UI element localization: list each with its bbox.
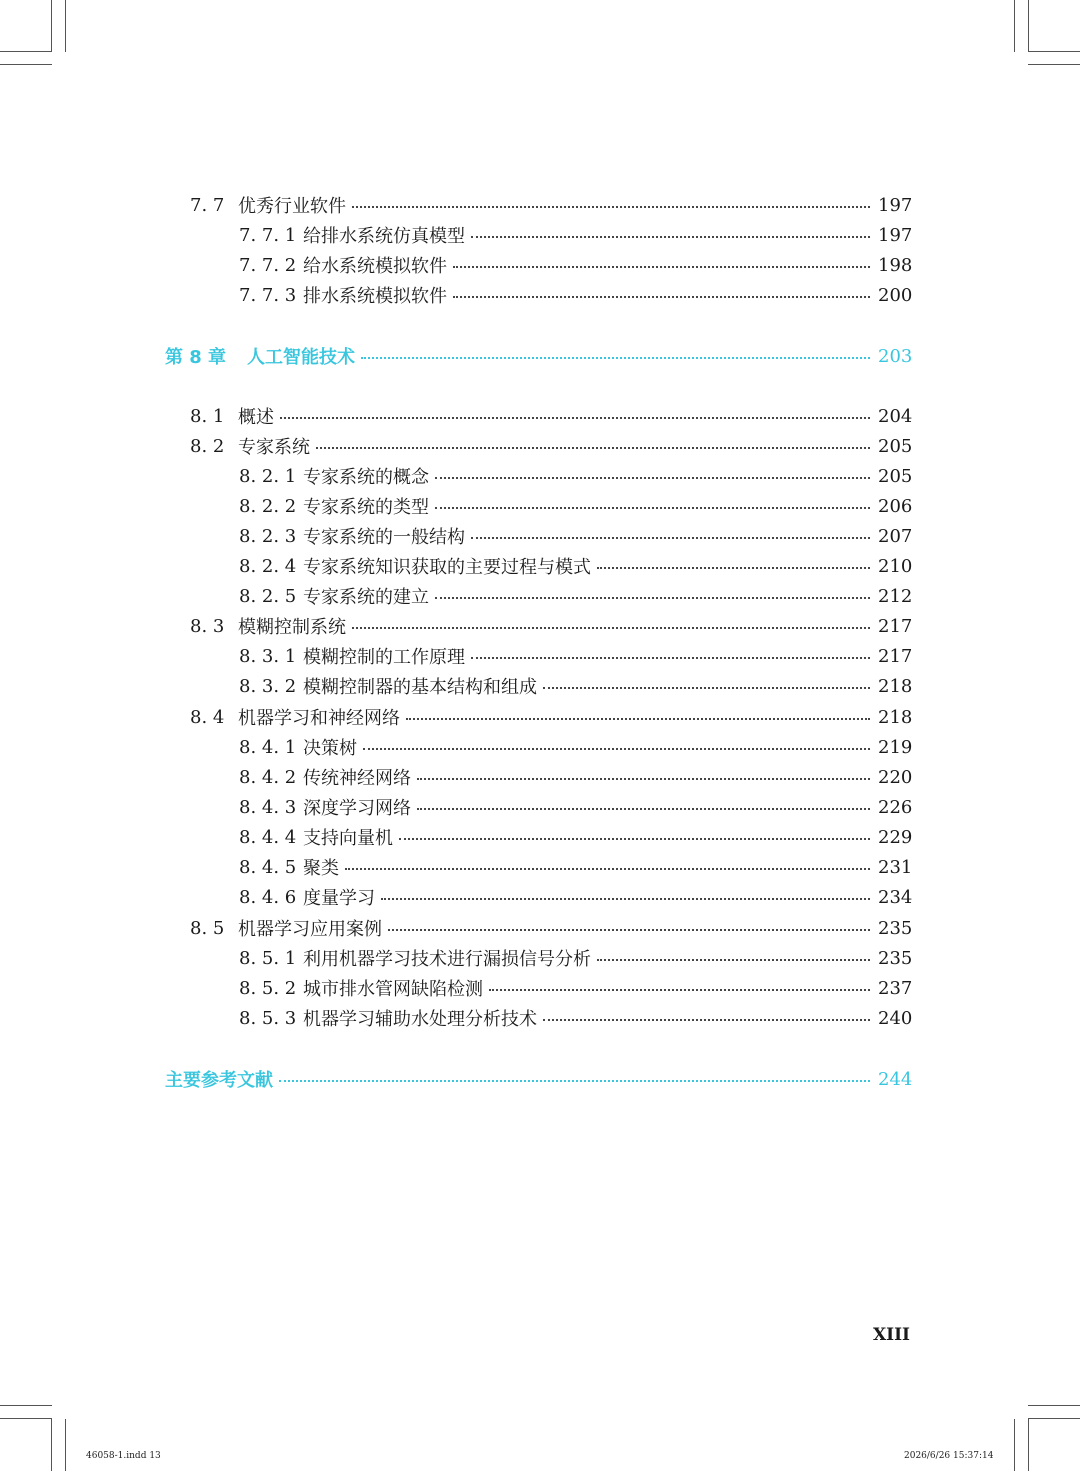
page-folio: XIII	[872, 1325, 910, 1345]
toc-number: 第 8 章	[165, 347, 227, 368]
toc-page-number: 205	[878, 465, 913, 487]
toc-page-number: 218	[878, 675, 913, 697]
toc-page-number: 235	[878, 917, 913, 939]
toc-number: 7. 7. 1	[239, 224, 297, 246]
toc-number: 8. 5. 3	[239, 1007, 297, 1029]
toc-page-number: 217	[878, 615, 913, 637]
toc-page-number: 197	[878, 194, 913, 216]
toc-page-number: 205	[878, 435, 913, 457]
toc-leader-dots	[352, 627, 870, 629]
toc-title: 模糊控制系统	[238, 617, 346, 638]
toc-subsection-row[interactable]	[239, 671, 913, 701]
toc-number: 7. 7. 2	[239, 254, 297, 276]
toc-leader-dots	[316, 447, 870, 449]
toc-leader-dots	[597, 567, 870, 569]
toc-page-number: 235	[878, 947, 913, 969]
toc-subsection-row[interactable]	[239, 882, 913, 912]
toc-leader-dots	[361, 357, 870, 359]
toc-number: 8. 4. 5	[239, 856, 297, 878]
toc-leader-dots	[597, 959, 870, 961]
toc-subsection-row[interactable]	[239, 220, 913, 250]
toc-title: 聚类	[303, 858, 339, 879]
toc-leader-dots	[471, 236, 870, 238]
toc-number: 8. 4. 2	[239, 766, 297, 788]
toc-leader-dots	[352, 206, 870, 208]
toc-page-number: 206	[878, 495, 913, 517]
toc-number: 8. 5. 1	[239, 947, 297, 969]
toc-page-number: 234	[878, 886, 913, 908]
toc-leader-dots	[280, 417, 870, 419]
toc-title: 传统神经网络	[303, 768, 411, 789]
toc-number: 8. 2. 5	[239, 585, 297, 607]
toc-chapter-row[interactable]	[165, 341, 913, 371]
toc-number: 8. 2. 3	[239, 525, 297, 547]
toc-title: 人工智能技术	[247, 347, 355, 368]
toc-leader-dots	[345, 868, 870, 870]
toc-number: 8. 4. 6	[239, 886, 297, 908]
toc-leader-dots	[453, 296, 870, 298]
toc-subsection-row[interactable]	[239, 250, 913, 280]
toc-title: 机器学习辅助水处理分析技术	[303, 1009, 537, 1030]
toc-leader-dots	[453, 266, 870, 268]
toc-title: 城市排水管网缺陷检测	[303, 979, 483, 1000]
toc-title: 利用机器学习技术进行漏损信号分析	[303, 949, 591, 970]
toc-title: 支持向量机	[303, 828, 393, 849]
toc-leader-dots	[543, 687, 870, 689]
toc-page-number: 203	[878, 345, 913, 367]
slug-file-info: 46058-1.indd 13	[86, 1451, 161, 1461]
toc-number: 8. 4. 3	[239, 796, 297, 818]
toc-title: 机器学习和神经网络	[238, 708, 400, 729]
toc-number: 8. 2. 4	[239, 555, 297, 577]
toc-title: 优秀行业软件	[238, 196, 346, 217]
toc-title: 专家系统的类型	[303, 497, 429, 518]
toc-page-number: 231	[878, 856, 913, 878]
toc-page-number: 198	[878, 254, 913, 276]
toc-chapter-row[interactable]	[165, 1064, 913, 1094]
toc-page-number: 244	[878, 1068, 913, 1090]
toc-leader-dots	[406, 718, 870, 720]
toc-subsection-row[interactable]	[239, 822, 913, 852]
toc-section-row[interactable]	[190, 190, 913, 220]
toc-number: 8. 4. 1	[239, 736, 297, 758]
toc-page-number: 219	[878, 736, 913, 758]
toc-page-number: 204	[878, 405, 913, 427]
toc-number: 8. 3	[190, 615, 225, 637]
toc-section-row[interactable]	[190, 431, 913, 461]
toc-leader-dots	[388, 929, 870, 931]
toc-title: 专家系统的一般结构	[303, 527, 465, 548]
toc-leader-dots	[381, 898, 870, 900]
toc-subsection-row[interactable]	[239, 491, 913, 521]
toc-subsection-row[interactable]	[239, 280, 913, 310]
toc-subsection-row[interactable]	[239, 521, 913, 551]
toc-section-row[interactable]	[190, 401, 913, 431]
toc-page-number: 237	[878, 977, 913, 999]
toc-number: 8. 2	[190, 435, 225, 457]
toc-number: 8. 5. 2	[239, 977, 297, 999]
toc-title: 给水系统模拟软件	[303, 256, 447, 277]
toc-subsection-row[interactable]	[239, 792, 913, 822]
toc-subsection-row[interactable]	[239, 581, 913, 611]
toc-subsection-row[interactable]	[239, 551, 913, 581]
toc-subsection-row[interactable]	[239, 943, 913, 973]
toc-number: 8. 3. 2	[239, 675, 297, 697]
toc-title: 给排水系统仿真模型	[303, 226, 465, 247]
toc-title: 排水系统模拟软件	[303, 286, 447, 307]
toc-leader-dots	[435, 597, 870, 599]
toc-title: 概述	[238, 407, 274, 428]
toc-leader-dots	[471, 657, 870, 659]
toc-title: 专家系统	[238, 437, 310, 458]
toc-section-row[interactable]	[190, 611, 913, 641]
toc-leader-dots	[435, 507, 870, 509]
toc-number: 7. 7. 3	[239, 284, 297, 306]
toc-page-number: 217	[878, 645, 913, 667]
toc-number: 8. 4	[190, 706, 225, 728]
toc-page-number: 226	[878, 796, 913, 818]
toc-number: 8. 3. 1	[239, 645, 297, 667]
toc-title: 深度学习网络	[303, 798, 411, 819]
toc-page-number: 212	[878, 585, 913, 607]
toc-page-number: 210	[878, 555, 913, 577]
slug-timestamp: 2026/6/26 15:37:14	[904, 1451, 994, 1461]
toc-title: 模糊控制器的基本结构和组成	[303, 677, 537, 698]
toc-section-row[interactable]	[190, 913, 913, 943]
toc-leader-dots	[399, 838, 870, 840]
toc-number: 8. 5	[190, 917, 225, 939]
toc-title: 度量学习	[303, 888, 375, 909]
toc-number: 8. 1	[190, 405, 225, 427]
toc-page-number: 218	[878, 706, 913, 728]
toc-title: 专家系统的建立	[303, 587, 429, 608]
toc-leader-dots	[417, 808, 870, 810]
toc-subsection-row[interactable]	[239, 641, 913, 671]
toc-subsection-row[interactable]	[239, 973, 913, 1003]
toc-subsection-row[interactable]	[239, 762, 913, 792]
toc-title: 主要参考文献	[165, 1070, 273, 1091]
toc-leader-dots	[435, 477, 870, 479]
toc-number: 8. 2. 2	[239, 495, 297, 517]
toc-subsection-row[interactable]	[239, 732, 913, 762]
toc-page-number: 200	[878, 284, 913, 306]
toc-subsection-row[interactable]	[239, 852, 913, 882]
toc-title: 机器学习应用案例	[238, 919, 382, 940]
toc-number: 7. 7	[190, 194, 225, 216]
toc-leader-dots	[417, 778, 870, 780]
toc-leader-dots	[471, 537, 870, 539]
toc-title: 模糊控制的工作原理	[303, 647, 465, 668]
toc-title: 专家系统的概念	[303, 467, 429, 488]
toc-title: 专家系统知识获取的主要过程与模式	[303, 557, 591, 578]
toc-number: 8. 2. 1	[239, 465, 297, 487]
toc-page-number: 220	[878, 766, 913, 788]
toc-subsection-row[interactable]	[239, 1003, 913, 1033]
toc-leader-dots	[363, 748, 870, 750]
toc-leader-dots	[543, 1019, 870, 1021]
toc-page-number: 229	[878, 826, 913, 848]
toc-leader-dots	[279, 1080, 870, 1082]
toc-number: 8. 4. 4	[239, 826, 297, 848]
toc-subsection-row[interactable]	[239, 461, 913, 491]
toc-section-row[interactable]	[190, 702, 913, 732]
toc-page-number: 240	[878, 1007, 913, 1029]
toc-page-number: 207	[878, 525, 913, 547]
toc-leader-dots	[489, 989, 870, 991]
toc-page-number: 197	[878, 224, 913, 246]
toc-title: 决策树	[303, 738, 357, 759]
